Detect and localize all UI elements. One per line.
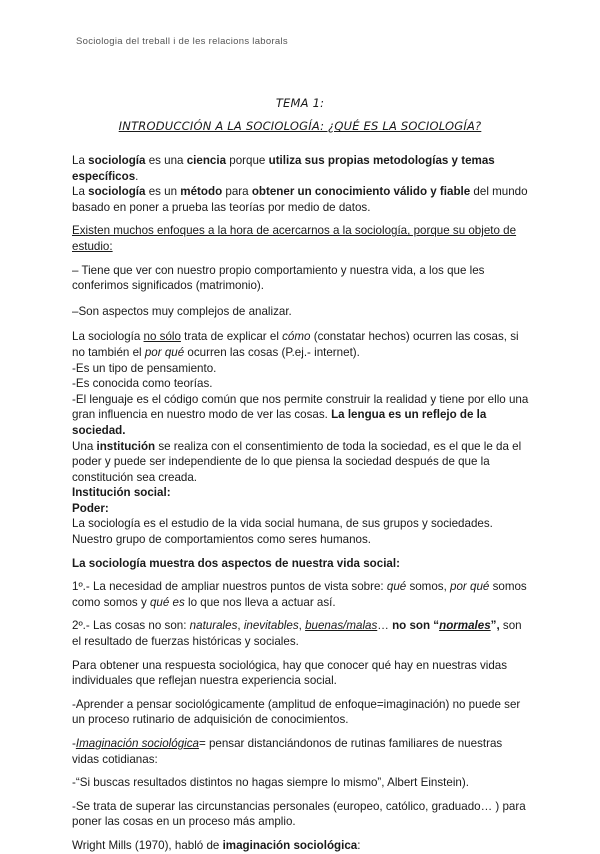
- paragraph-learn-thinking: -Aprender a pensar sociológicamente (amplitud de enfoque=imaginación) no puede ser un proceso rutinario de adquisición de conocimientos.: [72, 697, 521, 727]
- heading-power: Poder:: [72, 501, 109, 515]
- paragraph-language: -El lenguaje es el código común que nos permite construir la realidad y tiene por ello una gran influencia en nuestro modo de ver las cosas. La lengua es un reflejo de la sociedad.: [72, 392, 529, 437]
- chapter-title: INTRODUCCIÓN A LA SOCIOLOGÍA: ¿QUÉ ES LA SOCIOLOGÍA?: [118, 119, 482, 133]
- list-item-thinking: -Es un tipo de pensamiento.: [72, 361, 217, 375]
- list-item-theories: -Es conocida como teorías.: [72, 377, 213, 391]
- paragraph-sociology-science: La sociología es una ciencia porque utiliza sus propias metodologías y temas específicos.: [72, 154, 495, 183]
- running-header: Sociologia del treball i de les relacions laborals: [76, 36, 288, 47]
- paragraph-sociology-method: La sociología es un método para obtener un conocimiento válido y fiable del mundo basado en poner a prueba las teorías por medio de datos.: [72, 185, 528, 214]
- paragraph-wright-mills: Wright Mills (1970), habló de imaginación sociológica:: [72, 838, 361, 852]
- paragraph-sociological-answer: Para obtener una respuesta sociológica, hay que conocer qué hay en nuestras vidas individuales que reflejan nuestra experiencia social.: [72, 658, 508, 688]
- paragraph-einstein-quote: -“Si buscas resultados distintos no hagas siempre lo mismo”, Albert Einstein).: [72, 776, 469, 790]
- paragraph-definition: La sociología es el estudio de la vida social humana, de sus grupos y sociedades. Nuestro grupo de comportamientos como seres humanos.: [72, 517, 493, 547]
- paragraph-behaviour: – Tiene que ver con nuestro propio comportamiento y nuestra vida, a los que les conferimos significados (matrimonio).: [72, 263, 485, 293]
- paragraph-complex: –Son aspectos muy complejos de analizar.: [72, 304, 292, 318]
- document-body: [72, 153, 532, 854]
- chapter-number: TEMA 1:: [275, 96, 325, 110]
- paragraph-aspect-two: 2º.- Las cosas no son: naturales, inevitables, buenas/malas… no son “normales”, son el resultado de fuerzas históricas y sociales.: [72, 619, 522, 649]
- paragraph-institution: Una institución se realiza con el consentimiento de toda la sociedad, es el que le da el poder y puede ser independiente de lo que piensa la sociedad después de que la constitución sea creada.: [72, 439, 522, 484]
- paragraph-how-why: La sociología no sólo trata de explicar el cómo (constatar hechos) ocurren las cosas, si no también el por qué ocurren las cosas (P.ej.- internet).: [72, 330, 519, 359]
- heading-two-aspects: La sociología muestra dos aspectos de nuestra vida social:: [72, 556, 400, 570]
- paragraph-approaches: Existen muchos enfoques a la hora de acercarnos a la sociología, porque su objeto de estudio:: [72, 224, 517, 253]
- heading-social-institution: Institución social:: [72, 486, 171, 500]
- paragraph-imagination: -Imaginación sociológica= pensar distanciándonos de rutinas familiares de nuestras vidas cotidianas:: [72, 737, 503, 766]
- paragraph-overcome: -Se trata de superar las circunstancias personales (europeo, católico, graduado… ) para poner las cosas en un proceso más amplio.: [72, 799, 526, 829]
- paragraph-aspect-one: 1º.- La necesidad de ampliar nuestros puntos de vista sobre: qué somos, por qué somos como somos y qué es lo que nos lleva a actuar así.: [72, 580, 527, 609]
